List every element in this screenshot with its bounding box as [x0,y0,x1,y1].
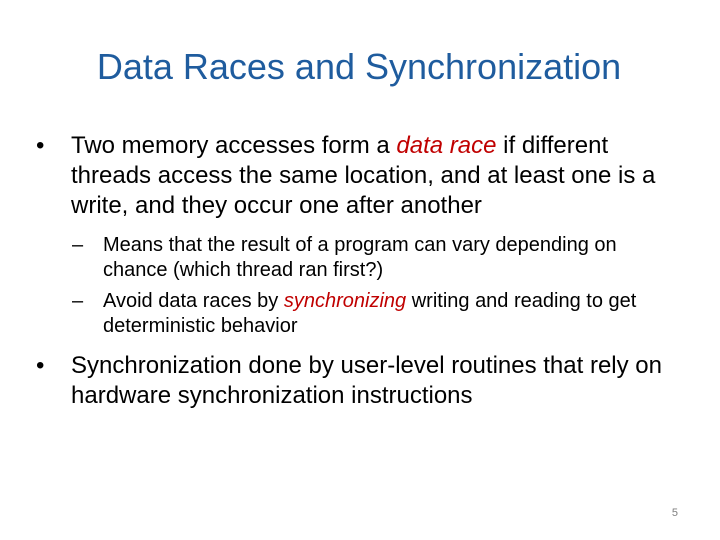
bullet-marker: • [36,352,45,379]
sub-bullet-text: Means that the result of a program can vary depending on chance (which thread ran first?) [103,234,617,281]
sub-bullet-list [72,233,686,339]
sub-bullet-marker: – [72,234,84,256]
highlight-synchronizing: synchronizing [283,290,407,312]
sub-bullet-avoid-races [72,289,686,339]
sub-bullet-text: writing and reading to get deterministic behavior [103,290,637,337]
bullet-text: if different threads access the same location, and at least one is a write, and they occur one after another [71,132,656,219]
bullet-text: Two memory accesses form a [71,132,397,159]
slide-content [36,131,686,411]
page-number: 5 [671,507,678,519]
highlight-data-race: data race [396,132,497,159]
bullet-data-race [36,131,686,221]
sub-bullet-text: Avoid data races by [103,290,284,312]
bullet-text: Synchronization done by user-level routines that rely on hardware synchronization instructions [71,352,662,409]
bullet-synchronization [36,351,686,411]
bullet-marker: • [36,132,45,159]
sub-bullet-marker: – [72,290,84,312]
sub-bullet-result-varies [72,233,686,283]
slide-title: Data Races and Synchronization [96,46,622,87]
